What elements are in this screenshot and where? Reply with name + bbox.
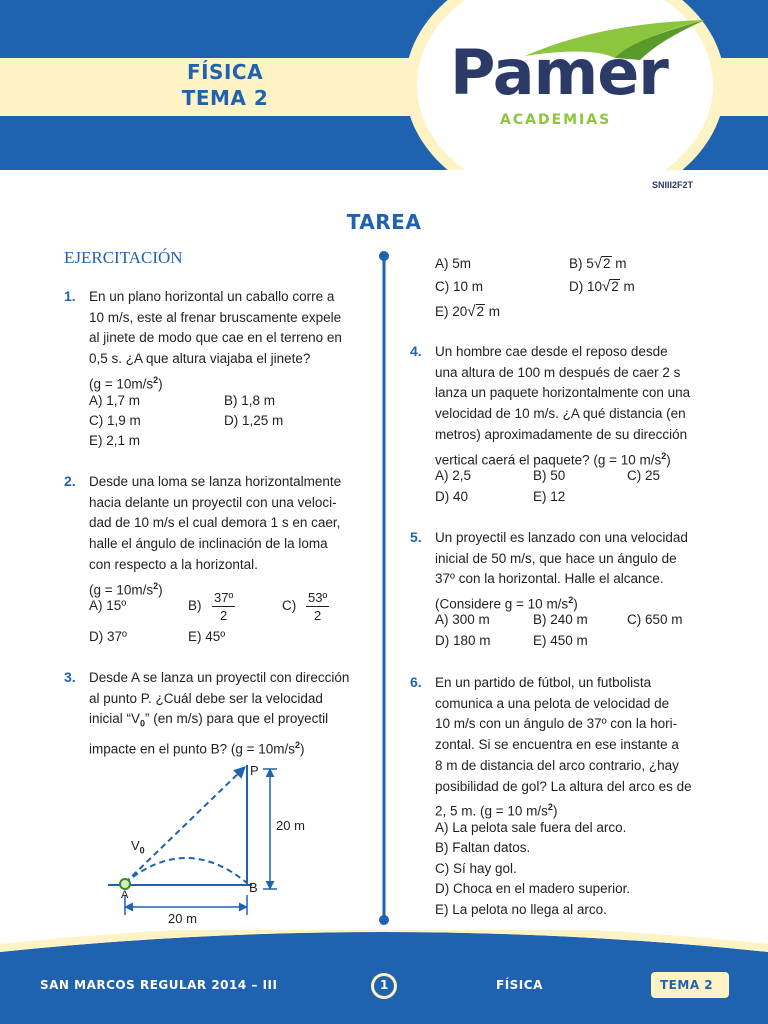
problem-1-text: En un plano horizontal un caballo corre a 10 m/s, este al frenar bruscamente expele al jinete de modo que cae en el terreno en 0,5 s. ¿A que altura viajaba el jinete? $(g = 10m/s^2)$ <box>89 289 342 392</box>
problem-1-option-c: C) 1,9 m <box>89 413 141 428</box>
figure-label-b: B <box>249 880 258 895</box>
problem-4-option-c: C) 25 <box>627 468 661 483</box>
problem-1-number: 1. <box>64 288 76 304</box>
problem-3-number: 3. <box>64 669 76 685</box>
problem-5-text: Un proyectil es lanzado con una velocidad inicial de 50 m/s, que hace un ángulo de 37º con la horizontal. Halle el alcance. (Considere g = 10 $m/s^2$) <box>435 530 688 612</box>
problem-3-option-d: D) 10√2 m <box>569 278 635 295</box>
problem-2-option-d: D) 37º <box>89 629 127 644</box>
problem-6-option-e: E) La pelota no llega al arco. <box>435 902 607 917</box>
problem-5-number: 5. <box>410 529 422 545</box>
problem-1-option-d: D) 1,25 m <box>224 413 284 428</box>
problem-5-option-c: C) 650 m <box>627 612 683 627</box>
footer-topic-badge: TEMA 2 <box>660 978 714 992</box>
problem-2-fraction-c: $\frac{\text{53º}}{2}$ <box>308 590 328 623</box>
section-heading: EJERCITACIÓN <box>64 248 183 267</box>
problem-5-option-e: E) 450 m <box>533 633 588 648</box>
problem-6-option-a: A) La pelota sale fuera del arco. <box>435 820 627 835</box>
footer-course: SAN MARCOS REGULAR 2014 – III <box>40 978 278 992</box>
figure-height-label: 20 m <box>276 818 305 833</box>
problem-1-option-a: A) 1,7 m <box>89 393 141 408</box>
problem-2-option-a: A) 15º <box>89 598 127 613</box>
document-code: SNIII2F2T <box>652 180 694 190</box>
problem-4-option-b: B) 50 <box>533 468 566 483</box>
problem-2-option-e: E) 45º <box>188 629 226 644</box>
problem-2-fraction-b: $\frac{\text{37º}}{2}$ <box>214 590 234 623</box>
problem-4-text: Un hombre cae desde el reposo desde una altura de 100 m después de caer 2 s lanza un paquete horizontalmente con una velocidad de 10 m/s. ¿A qué distancia (en metros) aproximadamente de su dirección vertical caerá el paquete? (g = 10 $m/s^2$) <box>435 344 691 468</box>
page-title: TAREA <box>346 210 422 234</box>
problem-1-option-e: E) 2,1 m <box>89 433 141 448</box>
figure-label-p: P <box>250 763 259 778</box>
header-divider <box>0 170 768 180</box>
problem-5-option-a: A) 300 m <box>435 612 490 627</box>
problem-2-number: 2. <box>64 473 76 489</box>
problem-3-text: Desde A se lanza un proyectil con dirección al punto P. ¿Cuál debe ser la velocidad inicial “$V_0$” (en m/s) para que el proyectil impacte en el punto B? $(g = 10m/s^2)$ <box>89 670 350 757</box>
problem-3-option-b: B) 5√2 m <box>569 255 627 272</box>
problem-6-number: 6. <box>410 674 422 690</box>
column-divider <box>376 248 392 928</box>
header-topic: TEMA 2 <box>181 86 269 110</box>
header-subject: FÍSICA <box>186 60 264 84</box>
problem-6-option-c: C) Sí hay gol. <box>435 861 517 876</box>
logo-subtitle: ACADEMIAS <box>500 112 612 128</box>
figure-width-label: 20 m <box>168 911 197 926</box>
problem-6-option-d: D) Choca en el madero superior. <box>435 881 631 896</box>
figure-label-velocity: $V_0$ <box>131 838 145 856</box>
problem-3-option-a: A) 5m <box>435 256 472 271</box>
problem-6-text: En un partido de fútbol, un futbolista comunica a una pelota de velocidad de 10 m/s con un ángulo de 37º con la hori- zontal. Si se encuentra en ese instante a 8 m de distancia del arco contrario, ¿hay posibilidad de gol? La altura del arco es de 2, 5 m. (g = 10 $m/s^2$) <box>435 675 692 819</box>
problem-2-option-b: B) <box>188 598 202 613</box>
footer-page-number: 1 <box>380 978 389 992</box>
footer-band <box>0 930 768 1024</box>
problem-3-option-e: E) 20√2 m <box>435 303 501 320</box>
problem-6-option-b: B) Faltan datos. <box>435 840 531 855</box>
problem-4-option-e: E) 12 <box>533 489 566 504</box>
problem-2-text: Desde una loma se lanza horizontalmente hacia delante un proyectil con una veloci- dad de 10 m/s el cual demora 1 s en caer, halle el ángulo de inclinación de la loma con respecto a la horizontal. $(g = 10m/s^2)$ <box>89 474 342 598</box>
problem-4-number: 4. <box>410 343 422 359</box>
logo-name: Pamer <box>450 36 668 109</box>
problem-3-option-c: C) 10 m <box>435 279 484 294</box>
problem-2-option-c: C) <box>282 598 297 613</box>
problem-1-option-b: B) 1,8 m <box>224 393 276 408</box>
problem-4-option-a: A) 2,5 <box>435 468 472 483</box>
figure-label-a: A <box>121 889 129 901</box>
problem-4-option-d: D) 40 <box>435 489 469 504</box>
problem-5-option-d: D) 180 m <box>435 633 491 648</box>
problem-5-option-b: B) 240 m <box>533 612 588 627</box>
footer-subject: FÍSICA <box>496 978 543 992</box>
